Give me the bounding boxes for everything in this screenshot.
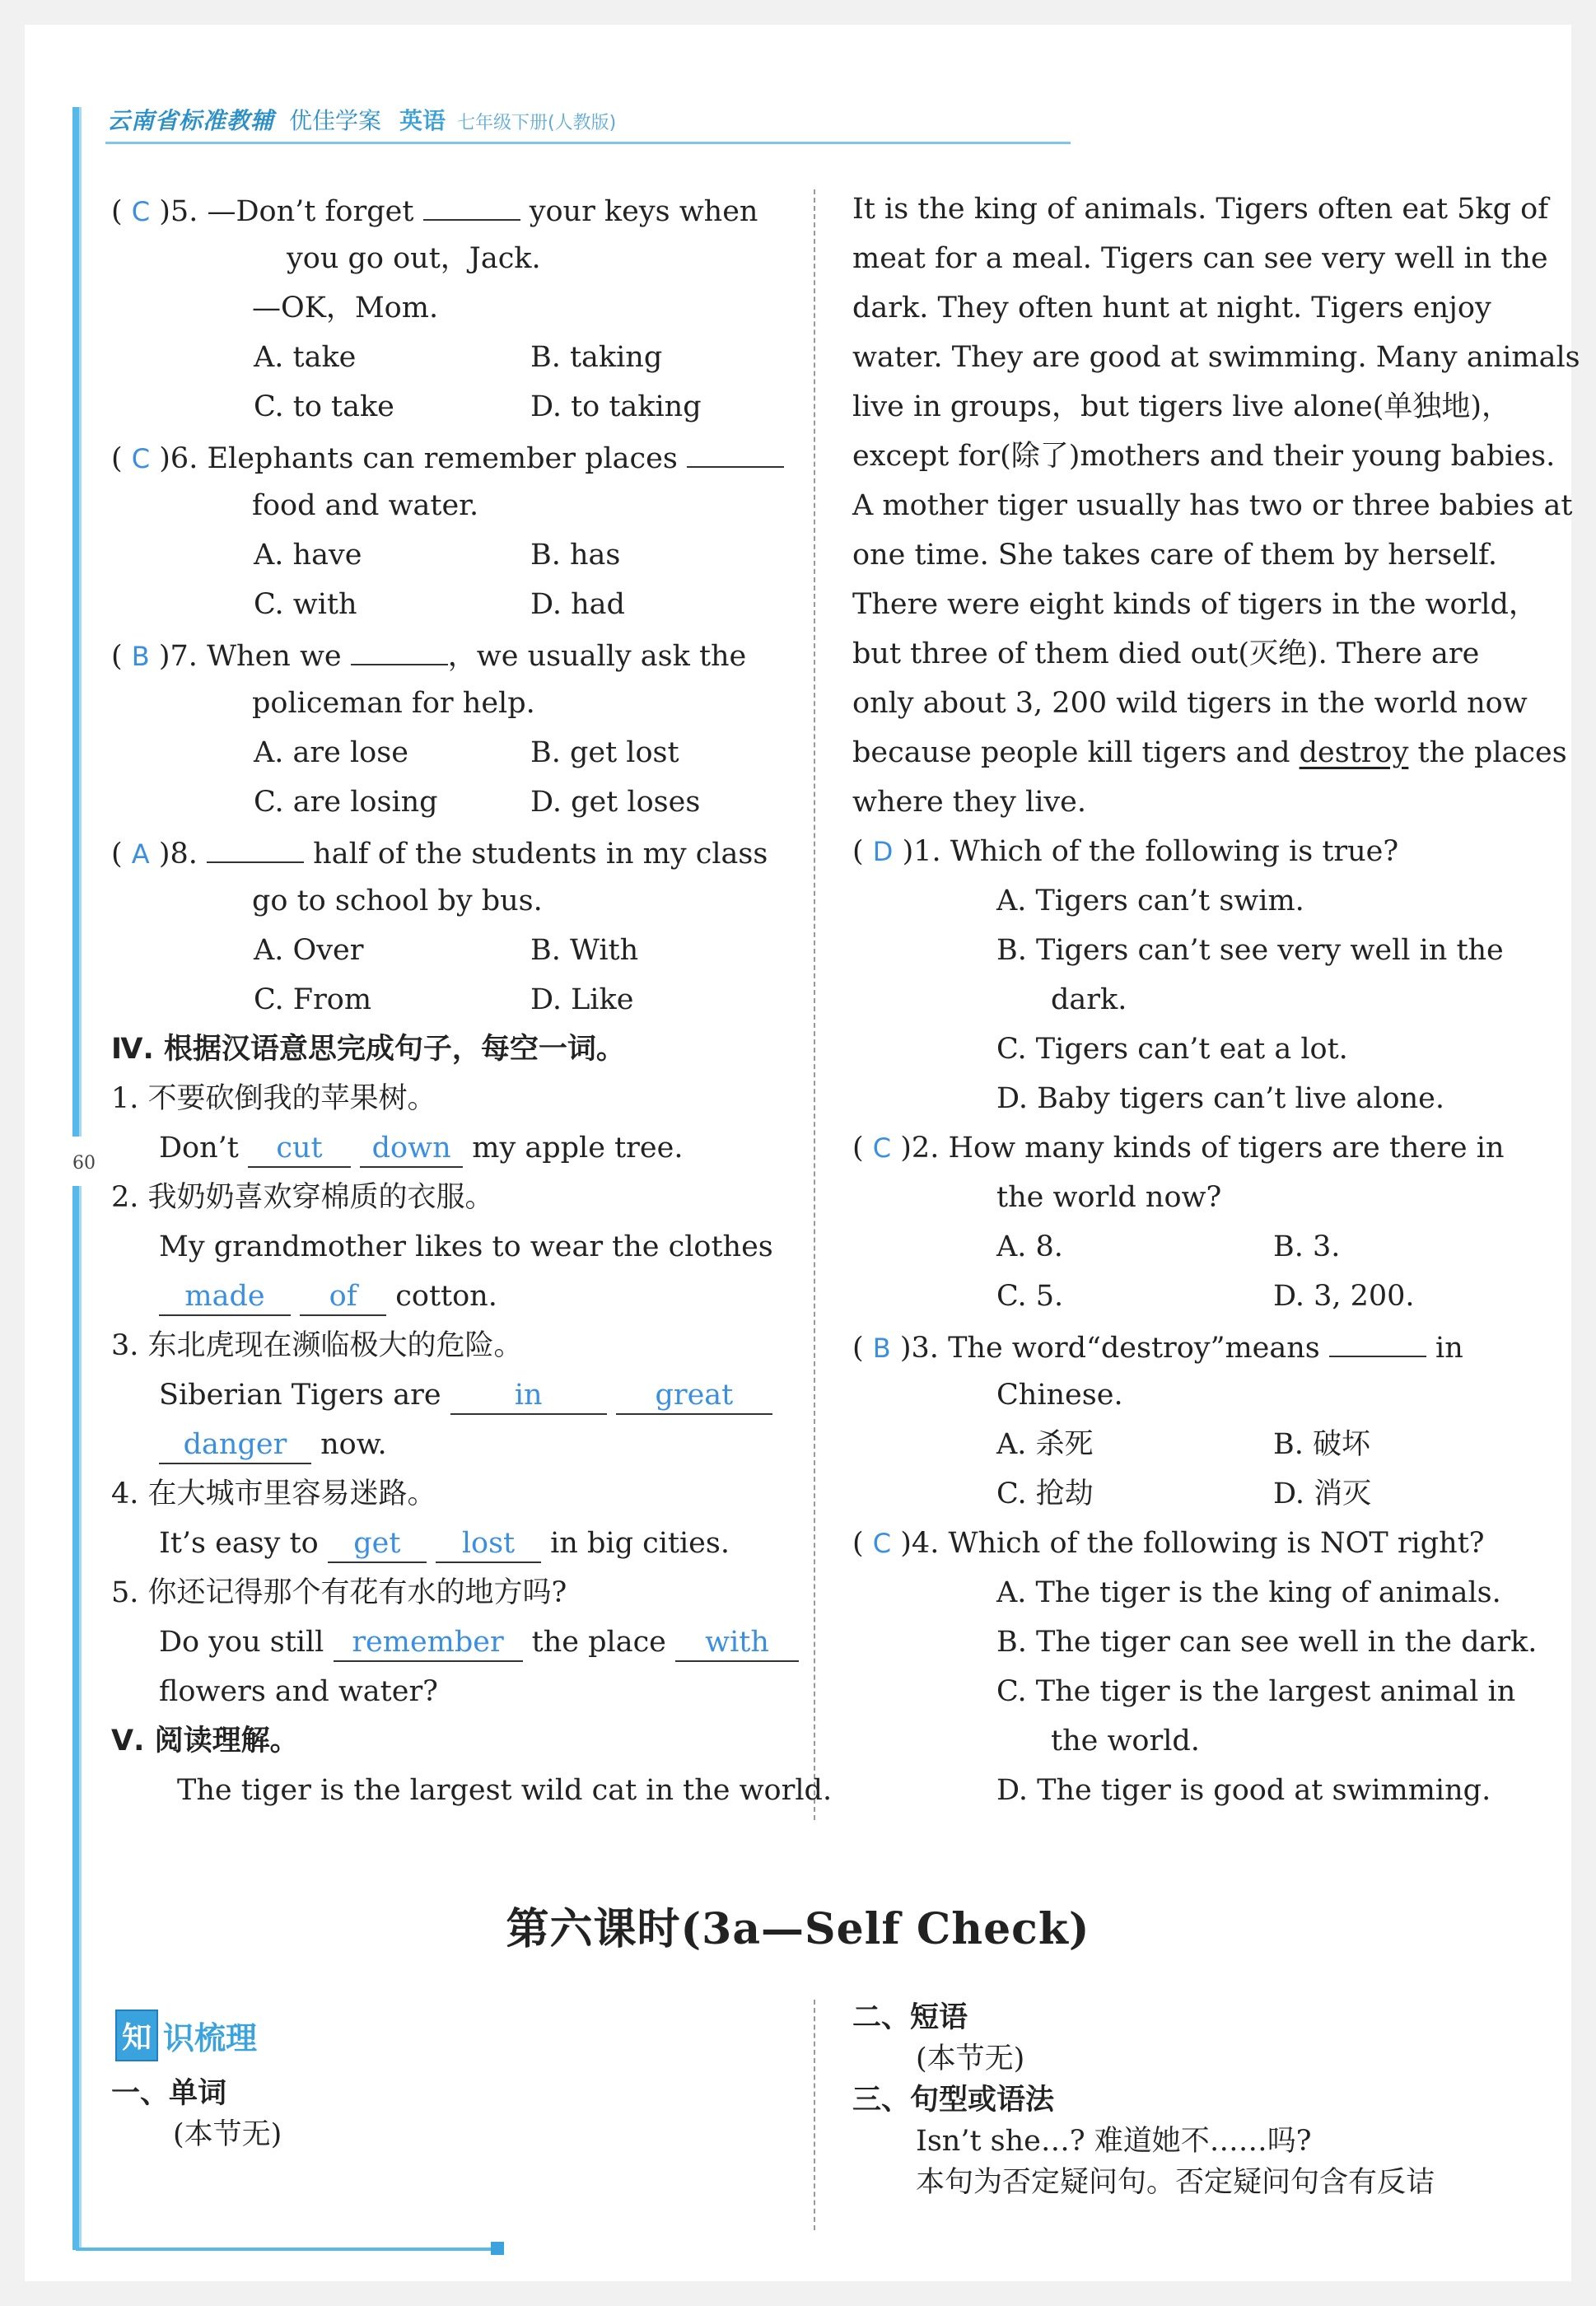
running-header [107,103,616,136]
sentence-4-zh: 4. 在大城市里容易迷路。 [111,1477,436,1510]
knowledge-badge [115,2010,257,2061]
fill-answer: get [328,1527,427,1563]
q8-option-d: D. Like [530,983,634,1016]
answer-7: B [131,641,150,672]
sentence-5-en: Do you still remember the place with [159,1617,799,1667]
sentence-2-en: My grandmother likes to wear the clothes [159,1230,773,1263]
phrases-none: (本节无) [916,2042,1025,2075]
sentence-5-en-line2: flowers and water? [159,1675,438,1708]
r2-line2: the world now? [996,1181,1222,1214]
fill-answer: made [159,1280,291,1316]
r2-option-c: C. 5. [996,1280,1064,1313]
blank [423,184,520,221]
column-divider [814,189,815,1820]
brand-name: 优佳学案 [289,107,382,134]
column-divider-bottom [814,2000,815,2230]
fill-answer: with [675,1626,799,1662]
q6-option-a: A. have [254,539,362,572]
q5-option-a: A. take [254,341,357,374]
q5-option-c: C. to take [254,390,394,423]
r2-option-a: A. 8. [996,1230,1063,1263]
q7-option-b: B. get lost [530,736,679,769]
question-7: ( B )7. When we ，we usually ask the [111,629,746,681]
r1-option-b-cont: dark. [1051,983,1127,1016]
sentence-3-en: Siberian Tigers are in great [159,1370,772,1420]
fill-answer: in [450,1379,607,1415]
r1-option-c: C. Tigers can’t eat a lot. [996,1033,1348,1066]
r1-option-b: B. Tigers can’t see very well in the [996,934,1504,967]
reading-answer-1: D [872,836,894,867]
r1-option-d: D. Baby tigers can’t live alone. [996,1082,1444,1115]
reading-answer-3: B [872,1333,891,1364]
fill-answer: cut [248,1132,351,1168]
passage-line: one time. She takes care of them by herself. [852,539,1497,572]
fill-answer: great [616,1379,772,1415]
answer-8: A [131,838,150,870]
reading-answer-4: C [872,1528,892,1559]
reading-question-3: ( B )3. The word“destroy”means in [852,1321,1463,1373]
knowledge-badge-label: 识梳理 [163,2020,258,2056]
q8-option-b: B. With [530,934,639,967]
words-none: (本节无) [173,2118,282,2151]
page-number: 60 [72,1153,96,1174]
q7-option-d: D. get loses [530,786,701,819]
passage-line: There were eight kinds of tigers in the world， [852,588,1538,621]
series-name: 云南省标准教辅 [107,107,275,134]
lesson-title: 第六课时(3a—Self Check) [506,1904,1090,1954]
fill-answer: danger [159,1428,311,1464]
blank [1329,1321,1426,1357]
answer-5: C [131,196,151,227]
footer-square [491,2242,504,2255]
r4-option-c: C. The tiger is the largest animal in [996,1675,1516,1708]
q6-option-d: D. had [530,588,625,621]
heading-grammar: 三、句型或语法 [852,2084,1055,2117]
r3-option-a: A. 杀死 [996,1428,1094,1461]
header-rule [105,142,1071,144]
blank [351,629,448,665]
grammar-pattern: Isn’t she…? 难道她不……吗? [916,2125,1312,2158]
reading-answer-2: C [872,1132,892,1164]
passage-line: meat for a meal. Tigers can see very well in the [852,242,1548,275]
question-8: ( A )8. half of the students in my class [111,827,768,879]
r4-option-b: B. The tiger can see well in the dark. [996,1626,1538,1659]
answer-6: C [131,443,151,474]
q5-option-d: D. to taking [530,390,702,423]
q7-option-c: C. are losing [254,786,438,819]
question-6: ( C )6. Elephants can remember places [111,432,784,483]
sentence-1-en: Don’t cut down my apple tree. [159,1123,683,1173]
sentence-5-zh: 5. 你还记得那个有花有水的地方吗? [111,1576,567,1609]
passage-line: A mother tiger usually has two or three babies at [852,489,1573,522]
heading-words: 一、单词 [111,2077,227,2110]
heading-phrases: 二、短语 [852,2001,968,2034]
q6-option-b: B. has [530,539,621,572]
passage-line: where they live. [852,786,1086,819]
blank [207,827,304,863]
passage-line: It is the king of animals. Tigers often eat 5kg of [852,193,1549,226]
sentence-1-zh: 1. 不要砍倒我的苹果树。 [111,1082,436,1115]
subject-name: 英语 [399,107,446,134]
footer-rule [76,2248,496,2251]
q7-line2: policeman for help. [252,687,535,720]
question-5: ( C )5. —Don’t forget your keys when [111,184,758,236]
q5-option-b: B. taking [530,341,663,374]
q6-line2: food and water. [252,489,479,522]
fill-answer: remember [334,1626,523,1662]
r4-option-d: D. The tiger is good at swimming. [996,1774,1491,1807]
margin-bar-bottom-inner [79,1186,82,2250]
knowledge-badge-char: 知 [115,2010,158,2061]
reading-question-4: ( C )4. Which of the following is NOT right? [852,1527,1485,1560]
grade-label: 七年级下册(人教版) [457,113,617,133]
r4-option-c-cont: the world. [1051,1725,1200,1758]
sentence-3-en-line2: danger now. [159,1420,387,1469]
section-5-heading: Ⅴ. 阅读理解。 [111,1725,299,1758]
sentence-2-zh: 2. 我奶奶喜欢穿棉质的衣服。 [111,1181,494,1214]
section-4-heading: Ⅳ. 根据汉语意思完成句子，每空一词。 [111,1033,625,1066]
passage-line: dark. They often hunt at night. Tigers enjoy [852,292,1491,324]
r3-option-d: D. 消灭 [1273,1477,1372,1510]
r2-option-b: B. 3. [1273,1230,1341,1263]
q6-option-c: C. with [254,588,357,621]
reading-question-1: ( D )1. Which of the following is true? [852,835,1399,868]
r2-option-d: D. 3, 200. [1273,1280,1415,1313]
grammar-note: 本句为否定疑问句。否定疑问句含有反诘 [916,2166,1435,2199]
passage-line: water. They are good at swimming. Many animals [852,341,1580,374]
blank [687,432,784,468]
passage-first-line: The tiger is the largest wild cat in the world. [177,1774,833,1807]
q5-line3: —OK，Mom. [252,292,439,324]
passage-line: but three of them died out(灭绝). There are [852,637,1480,670]
r3-line2: Chinese. [996,1379,1123,1412]
fill-answer: down [360,1132,463,1168]
passage-line: because people kill tigers and destroy the places [852,736,1567,769]
passage-line: only about 3, 200 wild tigers in the world now [852,687,1528,720]
r3-option-c: C. 抢劫 [996,1477,1094,1510]
sentence-3-zh: 3. 东北虎现在濒临极大的危险。 [111,1329,523,1362]
passage-line: except for(除了)mothers and their young babies. [852,440,1556,473]
sentence-4-en: It’s easy to get lost in big cities. [159,1519,730,1568]
q8-line2: go to school by bus. [252,885,543,917]
margin-bar-top-inner [79,107,82,1137]
r1-option-a: A. Tigers can’t swim. [996,885,1304,917]
fill-answer: of [300,1280,386,1316]
r4-option-a: A. The tiger is the king of animals. [996,1576,1501,1609]
underlined-word: destroy [1299,736,1409,769]
reading-question-2: ( C )2. How many kinds of tigers are there in [852,1132,1505,1165]
q5-line2: you go out，Jack. [287,242,541,275]
passage-line: live in groups，but tigers live alone(单独地)， [852,390,1511,423]
q8-option-a: A. Over [254,934,364,967]
r3-option-b: B. 破坏 [1273,1428,1370,1461]
q8-option-c: C. From [254,983,372,1016]
fill-answer: lost [436,1527,541,1563]
q7-option-a: A. are lose [254,736,408,769]
sentence-2-en-line2: made of cotton. [159,1272,497,1321]
